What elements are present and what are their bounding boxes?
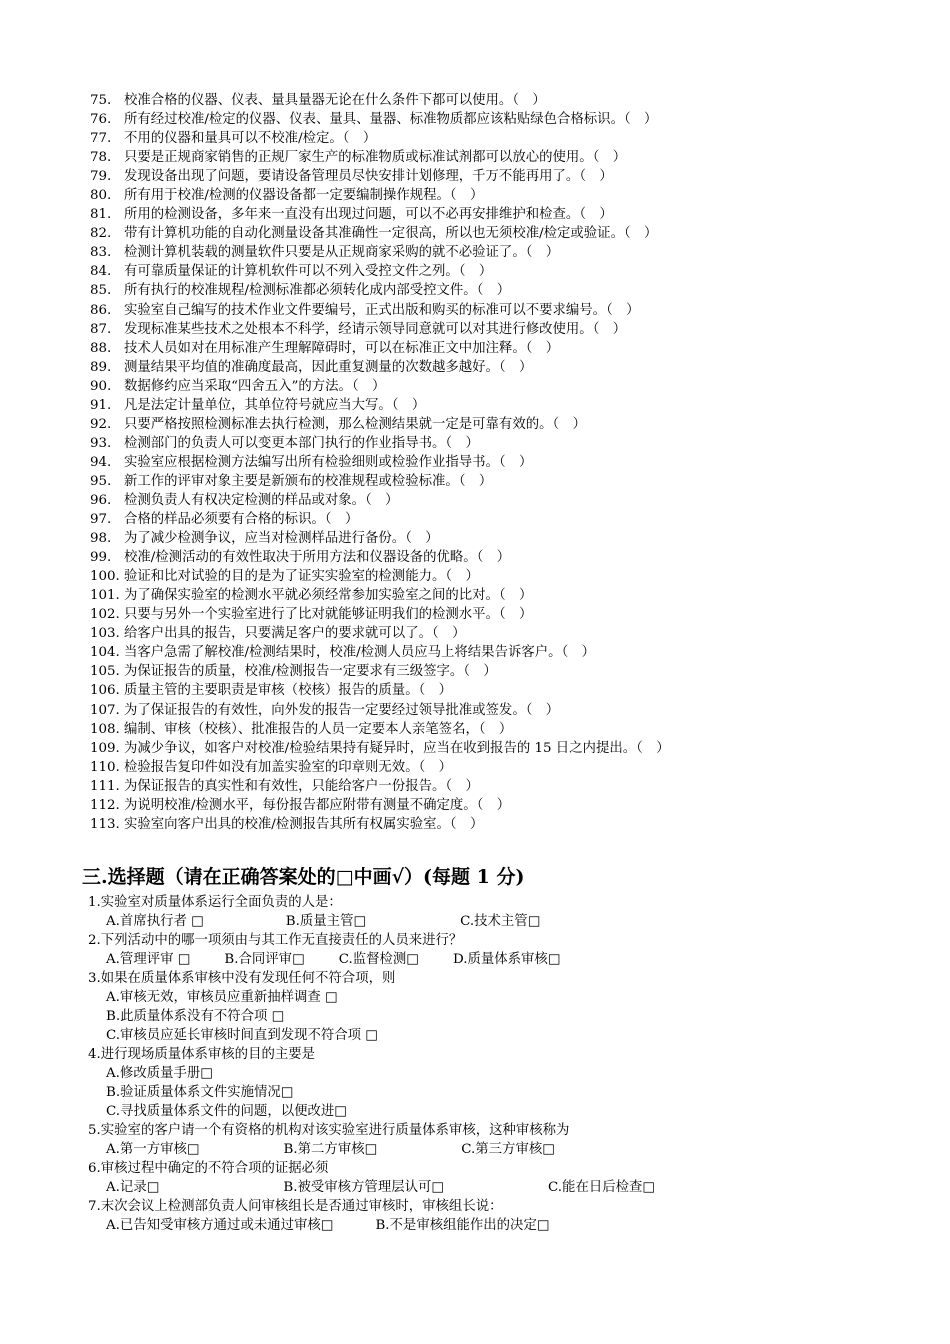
choice-option[interactable]: B.质量主管□ <box>285 914 367 929</box>
question-number: 92. <box>90 416 112 432</box>
true-false-list <box>90 91 930 834</box>
question-text: 检测计算机装载的测量软件只要是从正规商家采购的就不必验证了。（ ） <box>124 245 560 261</box>
question-item <box>90 167 930 186</box>
question-number: 85. <box>90 283 112 299</box>
question-item <box>90 301 930 320</box>
question-item <box>90 567 930 586</box>
choice-option[interactable]: C.审核员应延长审核时间直到发现不符合项 □ <box>106 1028 378 1043</box>
choice-option[interactable]: B.验证质量体系文件实施情况□ <box>106 1085 294 1100</box>
question-number: 93. <box>90 435 112 451</box>
question-number: 109. <box>90 740 120 756</box>
question-number: 110. <box>90 759 120 775</box>
question-item <box>90 796 930 815</box>
question-text: 当客户急需了解校准/检测结果时，校准/检测人员应马上将结果告诉客户。（ ） <box>124 645 595 661</box>
question-number: 83. <box>90 245 112 261</box>
question-text: 校准/检测活动的有效性取决于所用方法和仪器设备的优略。（ ） <box>124 550 511 566</box>
question-text: 发现标准某些技术之处根本不科学，经请示领导同意就可以对其进行修改使用。（ ） <box>124 321 627 337</box>
question-text: 测量结果平均值的准确度最高，因此重复测量的次数越多越好。（ ） <box>124 359 533 375</box>
question-text: 凡是法定计量单位，其单位符号就应当大写。（ ） <box>124 397 426 413</box>
question-item <box>90 453 930 472</box>
question-item <box>90 415 930 434</box>
question-item <box>90 662 930 681</box>
choice-option[interactable]: B.被受审核方管理层认可□ <box>283 1180 445 1195</box>
question-text: 实验室向客户出具的校准/检测报告其所有权属实验室。（ ） <box>124 816 484 832</box>
question-text: 检验报告复印件如没有加盖实验室的印章则无效。（ ） <box>124 759 453 775</box>
choice-option[interactable]: B.第二方审核□ <box>283 1142 378 1157</box>
choice-option[interactable]: D.质量体系审核□ <box>452 952 561 967</box>
question-number: 100. <box>90 569 120 585</box>
question-text: 给客户出具的报告，只要满足客户的要求就可以了。（ ） <box>124 626 466 642</box>
question-text: 技术人员如对在用标准产生理解障碍时，可以在标准正文中加注释。（ ） <box>124 340 560 356</box>
question-item <box>90 815 930 834</box>
question-text: 有可靠质量保证的计算机软件可以不列入受控文件之列。（ ） <box>124 264 493 280</box>
question-text: 合格的样品必须要有合格的标识。（ ） <box>124 512 359 528</box>
question-number: 94. <box>90 454 112 470</box>
question-number: 86. <box>90 302 112 318</box>
question-number: 106. <box>90 683 120 699</box>
question-number: 80. <box>90 188 112 204</box>
question-item <box>90 281 930 300</box>
choice-options <box>88 1178 928 1197</box>
question-item <box>90 186 930 205</box>
question-number: 79. <box>90 169 112 185</box>
choice-options <box>88 1216 928 1235</box>
question-number: 105. <box>90 664 120 680</box>
question-text: 只要与另外一个实验室进行了比对就能够证明我们的检测水平。（ ） <box>124 607 533 623</box>
question-item <box>90 262 930 281</box>
question-item <box>90 529 930 548</box>
choice-option[interactable]: A.管理评审 □ <box>106 952 191 967</box>
question-number: 89. <box>90 359 112 375</box>
question-item <box>90 205 930 224</box>
question-number: 91. <box>90 397 112 413</box>
choice-question-stem: 2.下列活动中的哪一项须由与其工作无直接责任的人员来进行？ <box>88 933 463 948</box>
question-item <box>90 110 930 129</box>
choice-question-stem: 3.如果在质量体系审核中没有发现任何不符合项，则 <box>88 971 396 986</box>
question-number: 107. <box>90 702 120 718</box>
choice-options <box>88 1140 928 1159</box>
question-number: 112. <box>90 797 120 813</box>
question-text: 所有用于校准/检测的仪器设备都一定要编制操作规程。（ ） <box>124 188 484 204</box>
question-text: 为了保证报告的有效性，向外发的报告一定要经过领导批准或签发。（ ） <box>124 702 560 718</box>
choice-question-stem: 4.进行现场质量体系审核的目的主要是 <box>88 1047 316 1062</box>
choice-option[interactable]: C.寻找质量体系文件的问题，以便改进□ <box>106 1104 347 1119</box>
question-text: 检测负责人有权决定检测的样品或对象。（ ） <box>124 492 399 508</box>
question-item <box>90 701 930 720</box>
question-item <box>90 624 930 643</box>
question-number: 82. <box>90 226 112 242</box>
choice-question-stem: 6.审核过程中确定的不符合项的证据必须 <box>88 1161 329 1176</box>
question-item <box>90 720 930 739</box>
choice-option[interactable]: C.能在日后检查□ <box>548 1180 656 1195</box>
choice-options <box>88 950 928 969</box>
choice-option[interactable]: B.合同评审□ <box>224 952 305 967</box>
question-text: 验证和比对试验的目的是为了证实实验室的检测能力。（ ） <box>124 569 479 585</box>
question-item <box>90 472 930 491</box>
question-text: 为保证报告的真实性和有效性，只能给客户一份报告。（ ） <box>124 778 479 794</box>
choice-option[interactable]: A.已告知受审核方通过或未通过审核□ <box>106 1218 334 1233</box>
question-number: 76. <box>90 112 112 128</box>
question-text: 所用的检测设备，多年来一直没有出现过问题，可以不必再安排维护和检查。（ ） <box>124 207 613 223</box>
question-text: 质量主管的主要职责是审核（校核）报告的质量。（ ） <box>124 683 453 699</box>
question-item <box>90 510 930 529</box>
question-number: 97. <box>90 512 112 528</box>
choice-option[interactable]: A.修改质量手册□ <box>106 1066 213 1081</box>
question-number: 88. <box>90 340 112 356</box>
question-text: 为了减少检测争议，应当对检测样品进行备份。（ ） <box>124 531 439 547</box>
question-item <box>90 377 930 396</box>
question-text: 只要严格按照检测标准去执行检测，那么检测结果就一定是可靠有效的。（ ） <box>124 416 586 432</box>
question-item <box>90 777 930 796</box>
question-number: 96. <box>90 492 112 508</box>
choice-question-stem: 1.实验室对质量体系运行全面负责的人是： <box>88 895 342 910</box>
question-item <box>90 643 930 662</box>
question-text: 检测部门的负责人可以变更本部门执行的作业指导书。（ ） <box>124 435 479 451</box>
choice-option[interactable]: A.记录□ <box>106 1180 160 1195</box>
question-item <box>90 148 930 167</box>
question-item <box>90 681 930 700</box>
question-item <box>90 91 930 110</box>
question-text: 为说明校准/检测水平，每份报告都应附带有测量不确定度。（ ） <box>124 797 511 813</box>
question-text: 实验室应根据检测方法编写出所有检验细则或检验作业指导书。（ ） <box>124 454 533 470</box>
question-number: 113. <box>90 816 120 832</box>
question-text: 实验室自己编写的技术作业文件要编号，正式出版和购买的标准可以不要求编号。（ ） <box>124 302 640 318</box>
question-text: 为保证报告的质量，校准/检测报告一定要求有三级签字。（ ） <box>124 664 497 680</box>
question-item <box>90 605 930 624</box>
question-item <box>90 320 930 339</box>
choice-option[interactable]: C.第三方审核□ <box>461 1142 555 1157</box>
choice-option[interactable]: A.审核无效，审核员应重新抽样调查 □ <box>106 990 338 1005</box>
question-number: 75. <box>90 93 112 108</box>
question-item <box>90 586 930 605</box>
question-number: 81. <box>90 207 112 223</box>
question-text: 发现设备出现了问题，要请设备管理员尽快安排计划修理，千万不能再用了。（ ） <box>124 169 613 185</box>
question-item <box>90 396 930 415</box>
question-item <box>90 548 930 567</box>
question-item <box>90 339 930 358</box>
question-number: 108. <box>90 721 120 737</box>
question-text: 编制、审核（校核）、批准报告的人员一定要本人亲笔签名，（ ） <box>124 721 513 737</box>
question-number: 101. <box>90 588 120 604</box>
question-text: 所有执行的校准规程/检测标准都必须转化成内部受控文件。（ ） <box>124 283 511 299</box>
section-title: 三.选择题（请在正确答案处的□中画√）(每题 1 分) <box>82 866 525 888</box>
question-number: 104. <box>90 645 120 661</box>
question-text: 带有计算机功能的自动化测量设备其准确性一定很高，所以也无须校准/检定或验证。（ ） <box>124 226 658 242</box>
question-text: 所有经过校准/检定的仪器、仪表、量具、量器、标准物质都应该粘贴绿色合格标识。（ ） <box>124 112 658 128</box>
choice-option[interactable]: A.第一方审核□ <box>106 1142 200 1157</box>
choice-option[interactable]: C.技术主管□ <box>460 914 541 929</box>
choice-options <box>88 912 928 931</box>
choice-option[interactable]: B.此质量体系没有不符合项 □ <box>106 1009 285 1024</box>
question-item <box>90 491 930 510</box>
question-text: 新工作的评审对象主要是新颁布的校准规程或检验标准。（ ） <box>124 473 493 489</box>
choice-option[interactable]: B.不是审核组能作出的决定□ <box>375 1218 550 1233</box>
question-number: 90. <box>90 378 112 394</box>
question-number: 111. <box>90 778 120 794</box>
question-text: 不用的仪器和量具可以不校准/检定。（ ） <box>124 131 377 147</box>
choice-option[interactable]: C.监督检测□ <box>338 952 419 967</box>
question-item <box>90 758 930 777</box>
question-number: 103. <box>90 626 120 642</box>
question-item <box>90 243 930 262</box>
question-text: 为减少争议，如客户对校准/检验结果持有疑异时，应当在收到报告的 15 日之内提出。（ ） <box>124 740 670 756</box>
question-number: 102. <box>90 607 120 623</box>
choice-question-stem: 7.末次会议上检测部负责人问审核组长是否通过审核时，审核组长说： <box>88 1199 503 1214</box>
question-number: 87. <box>90 321 112 337</box>
question-item <box>90 129 930 148</box>
choice-question-list <box>88 893 928 1235</box>
question-text: 数据修约应当采取“四舍五入”的方法。（ ） <box>124 378 386 394</box>
question-number: 78. <box>90 150 112 166</box>
question-number: 84. <box>90 264 112 280</box>
question-item <box>90 358 930 377</box>
question-item <box>90 739 930 758</box>
question-item <box>90 434 930 453</box>
question-number: 95. <box>90 473 112 489</box>
choice-options <box>88 1064 928 1121</box>
question-text: 校准合格的仪器、仪表、量具量器无论在什么条件下都可以使用。（ ） <box>124 93 546 108</box>
choice-options <box>88 988 928 1045</box>
question-number: 77. <box>90 131 112 147</box>
question-text: 只要是正规商家销售的正规厂家生产的标准物质或标准试剂都可以放心的使用。（ ） <box>124 150 627 166</box>
question-text: 为了确保实验室的检测水平就必须经常参加实验室之间的比对。（ ） <box>124 588 533 604</box>
question-number: 98. <box>90 531 112 547</box>
question-item <box>90 224 930 243</box>
choice-question-stem: 5.实验室的客户请一个有资格的机构对该实验室进行质量体系审核，这种审核称为 <box>88 1123 570 1138</box>
choice-option[interactable]: A.首席执行者 □ <box>106 914 204 929</box>
question-number: 99. <box>90 550 112 566</box>
